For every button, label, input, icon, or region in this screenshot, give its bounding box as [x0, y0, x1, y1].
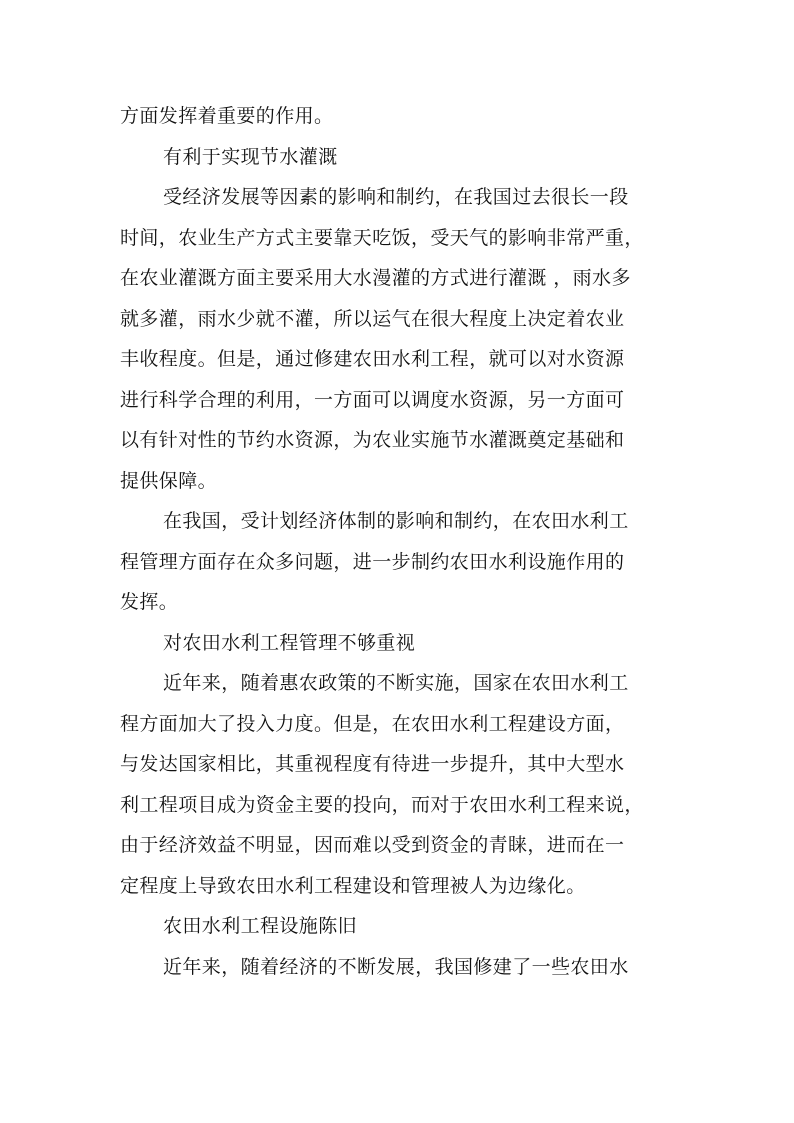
paragraph-line: 近年来，随着经济的不断发展，我国修建了一些农田水	[163, 955, 629, 978]
paragraph-line: 利工程项目成为资金主要的投向，而对于农田水利工程来说，	[120, 793, 644, 816]
section-heading-water-saving: 有利于实现节水灌溉	[163, 145, 338, 168]
text-line-continuation: 方面发挥着重要的作用。	[120, 105, 334, 127]
paragraph-line: 在农业灌溉方面主要采用大水漫灌的方式进行灌溉 ，雨水多	[120, 267, 631, 289]
paragraph-line: 与发达国家相比，其重视程度有待进一步提升，其中大型水	[120, 753, 625, 775]
paragraph-line: 以有针对性的节约水资源，为农业实施节水灌溉奠定基础和	[120, 429, 625, 451]
paragraph-line: 程管理方面存在众多问题，进一步制约农田水利设施作用的	[120, 550, 625, 573]
paragraph-line: 时间，农业生产方式主要靠天吃饭，受天气的影响非常严重，	[120, 226, 644, 249]
section-heading-facilities: 农田水利工程设施陈旧	[163, 915, 358, 937]
paragraph-line: 在我国，受计划经济体制的影响和制约，在农田水利工	[163, 510, 629, 532]
paragraph-line: 由于经济效益不明显，因而难以受到资金的青睐，进而在一	[120, 834, 625, 856]
section-heading-management: 对农田水利工程管理不够重视	[163, 631, 416, 654]
paragraph-line: 受经济发展等因素的影响和制约，在我国过去很长一段	[163, 186, 629, 208]
paragraph-line: 进行科学合理的利用，一方面可以调度水资源，另一方面可	[120, 388, 625, 411]
paragraph-line: 程方面加大了投入力度。但是，在农田水利工程建设方面，	[120, 712, 625, 735]
paragraph-line: 定程度上导致农田水利工程建设和管理被人为边缘化。	[120, 874, 586, 897]
body-text	[120, 96, 676, 987]
paragraph-line: 提供保障。	[120, 469, 218, 492]
paragraph-line: 丰收程度。但是，通过修建农田水利工程，就可以对水资源	[120, 348, 625, 370]
paragraph-line: 发挥。	[120, 591, 179, 613]
paragraph-line: 近年来，随着惠农政策的不断实施，国家在农田水利工	[163, 672, 629, 694]
paragraph-line: 就多灌，雨水少就不灌，所以运气在很大程度上决定着农业	[120, 307, 625, 330]
